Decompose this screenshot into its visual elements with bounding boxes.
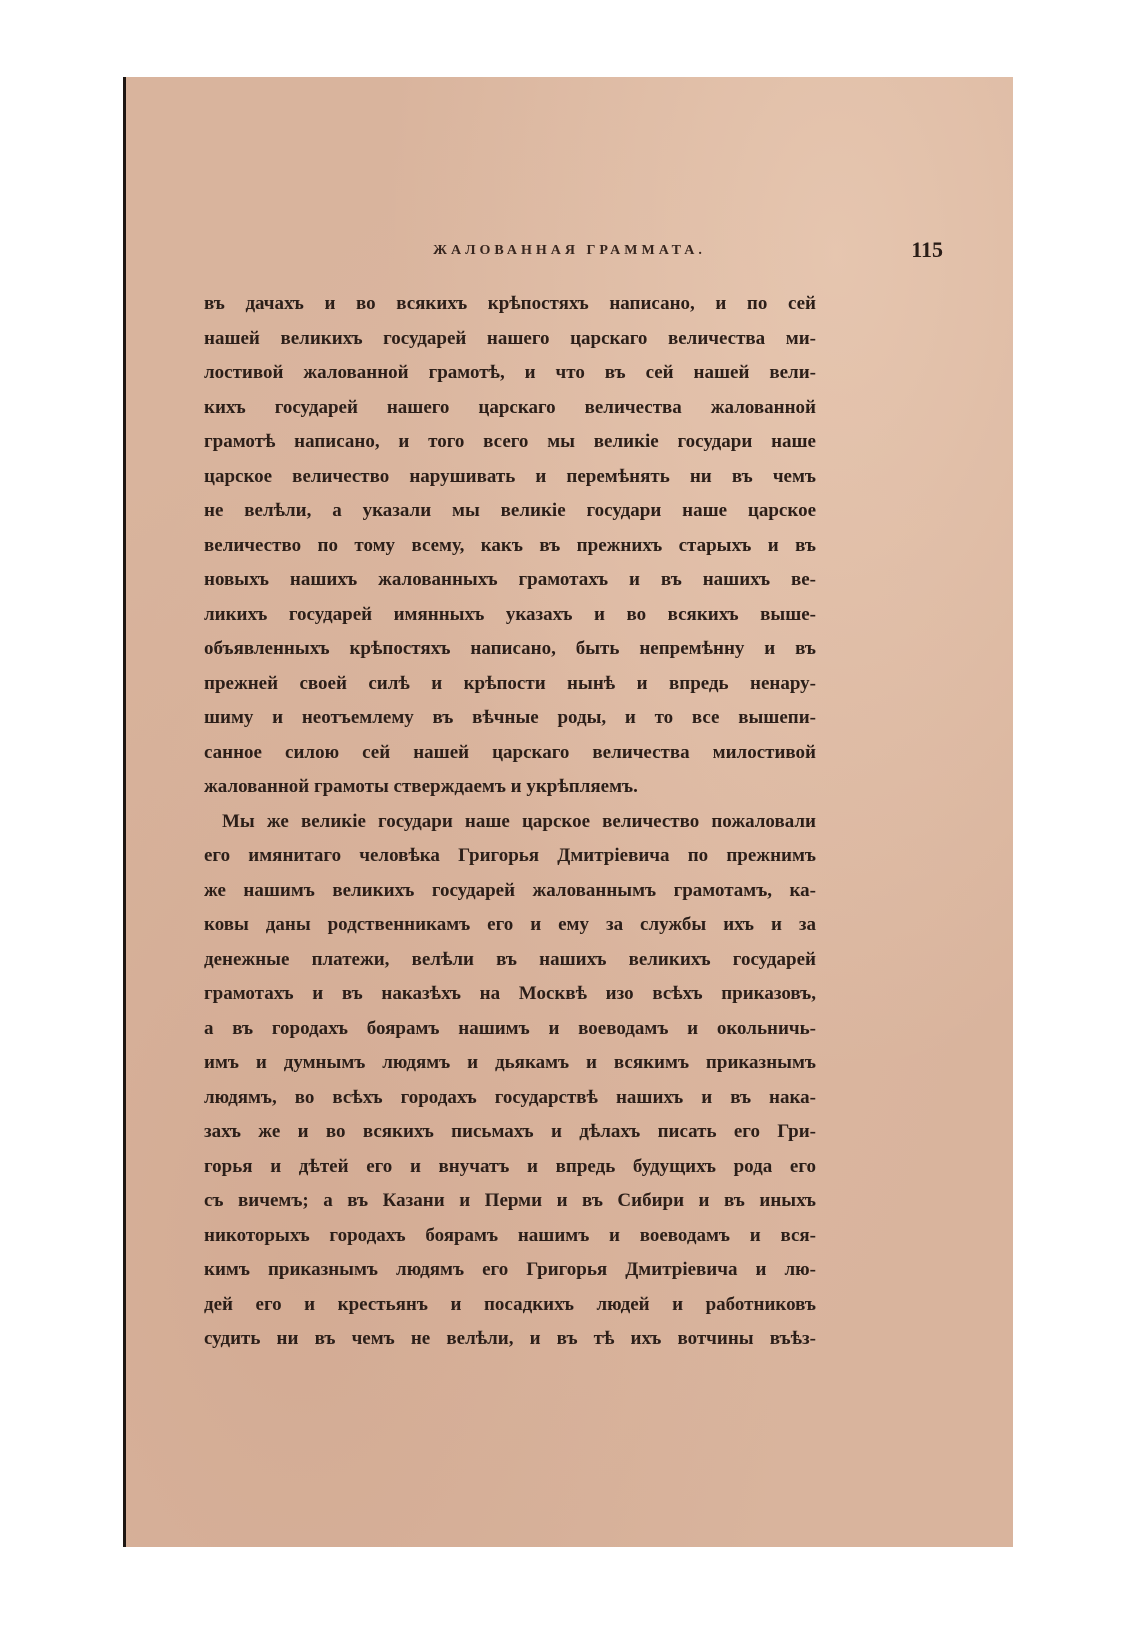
text-line: его имянитаго человѣка Григорья Дмитріевича по прежнимъ [204, 845, 816, 866]
page-header [196, 237, 943, 267]
text-line: а въ городахъ боярамъ нашимъ и воеводамъ и окольничь- [204, 1017, 816, 1039]
text-line: никоторыхъ городахъ боярамъ нашимъ и воеводамъ и вся- [204, 1224, 816, 1246]
text-line: ковы даны родственникамъ его и ему за службы ихъ и за [204, 914, 816, 935]
text-line: царское величество нарушивать и перемѣнять ни въ чемъ [204, 465, 816, 487]
text-line: новыхъ нашихъ жалованныхъ грамотахъ и въ нашихъ ве- [204, 569, 816, 590]
text-line: съ вичемъ; а въ Казани и Перми и въ Сибири и въ иныхъ [204, 1190, 816, 1211]
running-head: ЖАЛОВАННАЯ ГРАММАТА. [433, 243, 706, 258]
text-line: шиму и неотъемлему въ вѣчные роды, и то все вышепи- [204, 707, 816, 728]
text-line: не велѣли, а указали мы великіе государи наше царское [204, 500, 816, 521]
text-line: объявленныхъ крѣпостяхъ написано, быть непремѣнну и въ [204, 638, 816, 659]
text-line: дей его и крестьянъ и посадкихъ людей и работниковъ [204, 1293, 816, 1315]
paragraph-start-line: Мы же великіе государи наше царское величество пожаловали [222, 810, 816, 832]
text-line: грамотѣ написано, и того всего мы великіе государи наше [204, 431, 816, 452]
text-line: денежные платежи, велѣли въ нашихъ великихъ государей [204, 948, 816, 970]
text-line: судить ни въ чемъ не велѣли, и въ тѣ ихъ вотчины въѣз- [204, 1328, 816, 1349]
text-line: прежней своей силѣ и крѣпости нынѣ и впредь ненару- [204, 672, 816, 694]
text-line: захъ же и во всякихъ письмахъ и дѣлахъ писать его Гри- [204, 1121, 816, 1142]
body-text [204, 287, 816, 1357]
text-line: грамотахъ и въ наказѣхъ на Москвѣ изо всѣхъ приказовъ, [204, 983, 816, 1004]
text-line: въ дачахъ и во всякихъ крѣпостяхъ написано, и по сей [204, 293, 816, 314]
text-line: же нашимъ великихъ государей жалованнымъ грамотамъ, ка- [204, 879, 816, 901]
text-line: лостивой жалованной грамотѣ, и что въ сей нашей вели- [204, 362, 816, 383]
text-line: людямъ, во всѣхъ городахъ государствѣ нашихъ и въ нака- [204, 1086, 816, 1108]
paragraph-end-line: жалованной грамоты стверждаемъ и укрѣпляемъ. [204, 776, 638, 797]
text-line: кихъ государей нашего царскаго величества жалованной [204, 396, 816, 418]
text-line: величество по тому всему, какъ въ прежнихъ старыхъ и въ [204, 534, 816, 556]
text-line: санное силою сей нашей царскаго величества милостивой [204, 741, 816, 763]
text-line: имъ и думнымъ людямъ и дьякамъ и всякимъ приказнымъ [204, 1052, 816, 1073]
text-line: кимъ приказнымъ людямъ его Григорья Дмитріевича и лю- [204, 1259, 816, 1280]
text-line: ликихъ государей имянныхъ указахъ и во всякихъ выше- [204, 603, 816, 625]
text-line: горья и дѣтей его и внучатъ и впредь будущихъ рода его [204, 1155, 816, 1177]
page-number: 115 [911, 237, 943, 262]
text-line: нашей великихъ государей нашего царскаго величества ми- [204, 327, 816, 349]
scanned-page [123, 77, 1013, 1547]
